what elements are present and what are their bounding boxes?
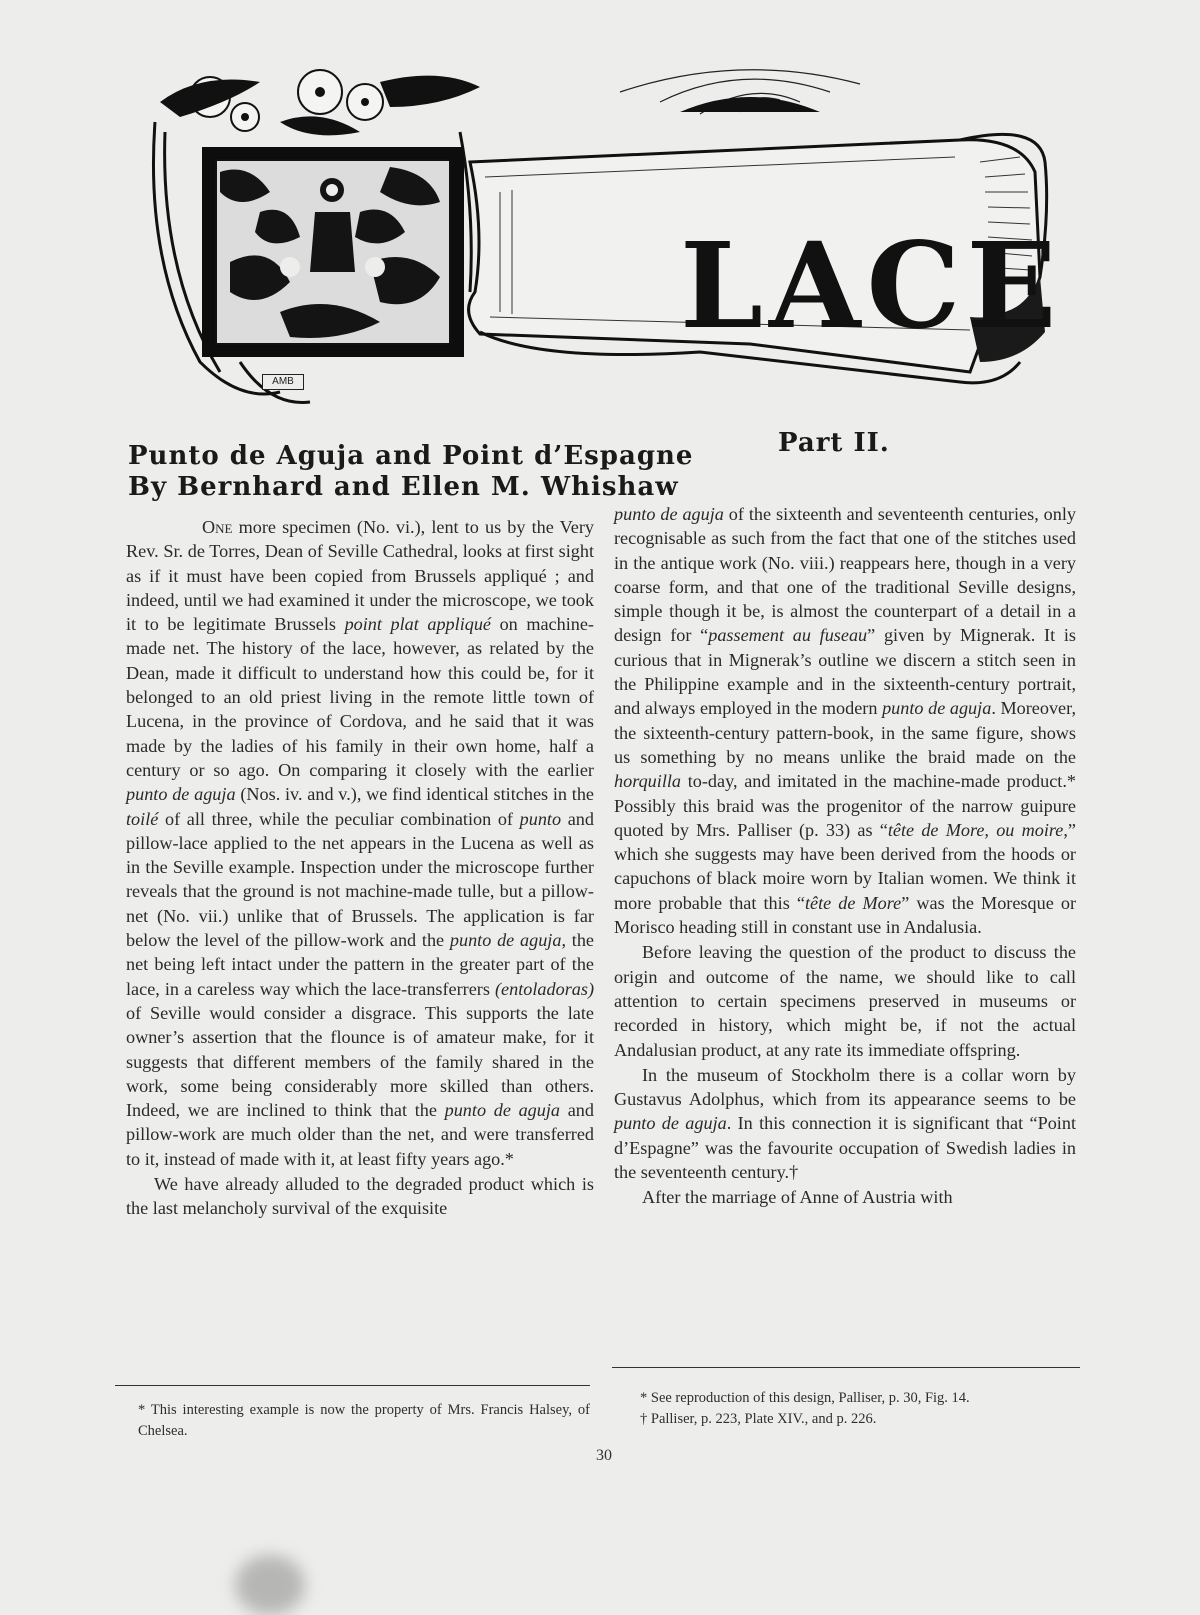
text-run: to-day, and imitated in the machine-made product.* Possibly this braid was the progenitor of the narrow guipure quoted by Mrs. Palliser (p. 33) as “ [614, 771, 1076, 840]
footnote-left: * This interesting example is now the property of Mrs. Francis Halsey, of Chelsea. [138, 1402, 590, 1439]
text-run: and pillow-work are much older than the net, and were transferred to it, instead of made with it, at least fifty years ago.* [126, 1100, 594, 1169]
right-paragraph-1 [614, 502, 1076, 939]
footnotes-right [640, 1388, 1080, 1430]
text-run: and pillow-lace applied to the net appears in the Lucena as well as in the Seville example. Inspection under the microscope further reveals that the ground is not machine-made tulle, but a pillow-net (No. vii.) unlike that of Brussels. The application is far below the level of the pillow-work and the [126, 808, 594, 951]
text-run: ” was the Moresque or Morisco heading still in constant use in Andalusia. [614, 892, 1076, 938]
article-title: Punto de Aguja and Point d’Espagne [128, 441, 694, 471]
text-run: of Seville would consider a disgrace. This supports the late owner’s assertion that the flounce is of amateur make, for it suggests that different members of the family shared in the work, some being considerably more skilled than others. Indeed, we are inclined to think that the [126, 1002, 594, 1121]
scan-smudge [235, 1555, 305, 1615]
text-run: , the net being left intact under the pattern in the greater part of the lace, in a careless way which the lace-transferrers [126, 930, 594, 999]
left-paragraph-2: We have already alluded to the degraded product which is the last melancholy survival of the exquisite [126, 1174, 594, 1219]
italic-run: punto de aguja [614, 1113, 727, 1134]
footnote-divider-right [612, 1367, 1080, 1368]
italic-run: punto de aguja [126, 784, 236, 805]
italic-run: passement au fuseau [708, 625, 868, 646]
text-run: In the museum of Stockholm there is a collar worn by Gustavus Adolphus, which from its appearance seems to be [614, 1064, 1076, 1110]
italic-run: punto de aguja [449, 930, 562, 951]
left-column [126, 515, 594, 1221]
article-byline: By Bernhard and Ellen M. Whishaw [128, 472, 679, 502]
left-paragraph-1 [126, 515, 594, 1171]
italic-run: punto de aguja [882, 698, 992, 719]
italic-run: horquilla [614, 771, 682, 792]
right-paragraph-3 [614, 1063, 1076, 1184]
italic-run: point plat appliqué [344, 614, 492, 635]
part-label: Part II. [778, 428, 890, 458]
right-column [614, 502, 1076, 1210]
italic-run: (entoladoras) [494, 978, 594, 999]
text-run: ” given by Mignerak. It is curious that in Mignerak’s outline we discern a stitch seen in the Philippine example and in the sixteenth-century portrait, and always employed in the modern [614, 625, 1076, 719]
italic-run: punto de aguja [614, 504, 724, 524]
text-run: . In this connection it is significant that “Point d’Espagne” was the favourite occupation of Swedish ladies in the seventeenth century.† [614, 1113, 1076, 1183]
text-run: of the sixteenth and seventeenth centuries, only recognisable as such from the fact that one of the stitches used in the antique work (No. viii.) reappears here, though in a very coarse form, and that one of the traditional Seville designs, simple though it be, is almost the counterpart of a detail in a design for “ [614, 504, 1076, 646]
italic-run: tête de More [804, 892, 902, 913]
header-illustration [140, 62, 1063, 422]
footnote-divider-left [115, 1385, 590, 1386]
italic-run: tête de More, ou moire [887, 819, 1064, 840]
text-run: on machine-made net. The history of the lace, however, as related by the Dean, made it difficult to understand how this could be, for it belonged to an old priest living in the remote little town of Lucena, in the province of Cordova, and he said that it was made by the ladies of his family in their own home, half a century or so ago. On comparing it closely with the earlier [126, 614, 594, 780]
opening-word: One [202, 517, 233, 537]
right-paragraph-2: Before leaving the question of the product to discuss the origin and outcome of the name, we should like to call attention to certain specimens preserved in museums or recorded in history, which might be, if not the actual Andalusian product, at any rate its immediate offspring. [614, 942, 1076, 1060]
text-run: more specimen (No. vi.), lent to us by the Very Rev. Sr. de Torres, Dean of Seville Cathedral, looks at first sight as if it must have been copied from Brussels appliqué ; and indeed, until we had examined it under the microscope, we took it to be legitimate Brussels [126, 517, 594, 635]
text-run: ,” which she suggests may have been derived from the hoods or capuchons of black moire worn by Italian women. We think it more probable that this “ [614, 819, 1076, 913]
footnote-right-2: † Palliser, p. 223, Plate XIV., and p. 226. [640, 1411, 877, 1427]
text-run: . Moreover, the sixteenth-century pattern-book, in the same figure, shows us something by no means unlike the braid made on the [614, 698, 1076, 767]
page-number: 30 [596, 1447, 612, 1464]
italic-run: toilé [126, 808, 159, 829]
italic-run: punto [519, 808, 562, 829]
right-paragraph-4: After the marriage of Anne of Austria with [642, 1187, 953, 1208]
italic-run: punto de aguja [444, 1100, 561, 1121]
text-run: (Nos. iv. and v.), we find identical stitches in the [235, 784, 594, 805]
artist-monogram: AMB [262, 374, 304, 390]
header-lettering: LACE [680, 216, 1063, 355]
text-run: of all three, while the peculiar combination of [158, 808, 520, 829]
footnote-right-1: * See reproduction of this design, Palliser, p. 30, Fig. 14. [640, 1390, 970, 1406]
